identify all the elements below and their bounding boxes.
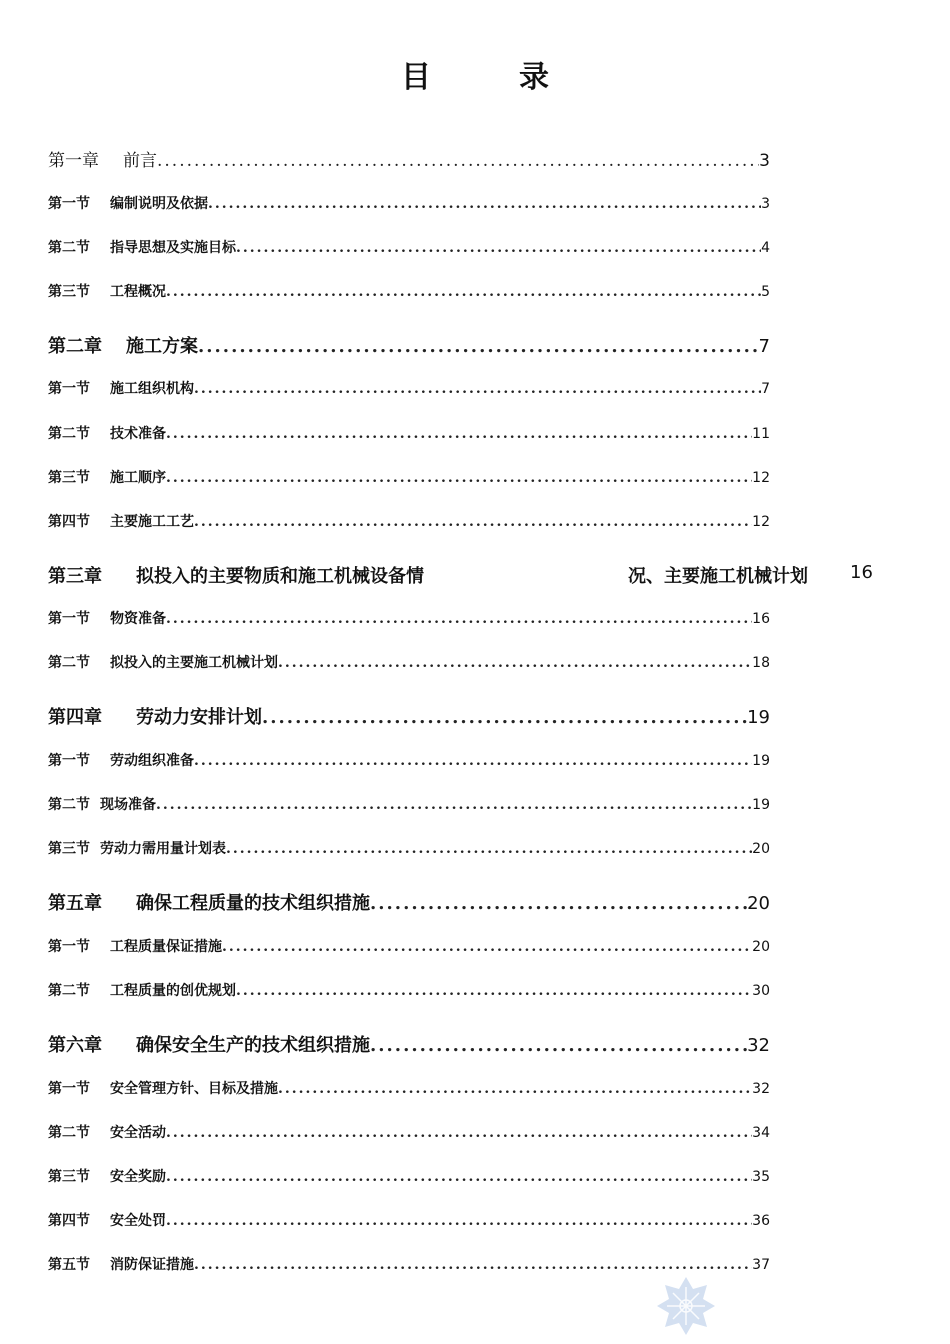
toc-page: 5 — [761, 284, 770, 300]
toc-page: 34 — [752, 1125, 770, 1141]
toc-label: 劳动力安排计划 — [136, 707, 262, 728]
toc-label: 劳动力需用量计划表 — [100, 841, 226, 857]
toc-number: 第五章 — [48, 893, 102, 914]
toc-number: 第二节 — [48, 1125, 90, 1141]
toc-number: 第三节 — [48, 841, 90, 857]
toc-leader — [262, 707, 747, 728]
toc-label: 安全奖励 — [110, 1169, 166, 1185]
toc-leader — [226, 841, 752, 857]
toc-label: 拟投入的主要施工机械计划 — [110, 655, 278, 671]
toc-number: 第一节 — [48, 196, 90, 212]
toc-section-5-2[interactable] — [48, 980, 770, 1000]
toc-leader — [236, 240, 761, 256]
toc-label: 现场准备 — [100, 797, 156, 813]
toc-section-6-2[interactable] — [48, 1122, 770, 1142]
toc-number: 第三节 — [48, 470, 90, 486]
toc-chapter-6[interactable] — [48, 1031, 770, 1057]
toc-page: 19 — [752, 797, 770, 813]
toc-chapter-4[interactable] — [48, 703, 770, 729]
toc-section-5-1[interactable] — [48, 936, 770, 956]
toc-leader — [166, 1213, 752, 1229]
toc-page: 11 — [752, 426, 770, 442]
toc-section-3-1[interactable] — [48, 608, 770, 628]
toc-section-6-1[interactable] — [48, 1078, 770, 1098]
toc-leader — [370, 1035, 747, 1056]
toc-label: 确保安全生产的技术组织措施 — [136, 1035, 370, 1056]
toc-page: 20 — [752, 939, 770, 955]
toc-section-6-3[interactable] — [48, 1166, 770, 1186]
toc-section-1-3[interactable] — [48, 281, 770, 301]
toc-leader — [156, 797, 752, 813]
toc-page: 12 — [752, 514, 770, 530]
toc-section-1-2[interactable] — [48, 237, 770, 257]
toc-leader — [198, 336, 759, 357]
toc-number: 第四节 — [48, 514, 90, 530]
toc-chapter-1[interactable] — [48, 146, 770, 171]
toc-label-continued: 况、主要施工机械计划 — [628, 566, 808, 587]
toc-page: 20 — [747, 893, 770, 914]
toc-number: 第一章 — [48, 151, 99, 171]
toc-page: 18 — [752, 655, 770, 671]
toc-label: 物资准备 — [110, 611, 166, 627]
toc-section-1-1[interactable] — [48, 193, 770, 213]
toc-leader — [194, 514, 752, 530]
toc-chapter-3-left — [48, 562, 424, 588]
toc-page: 20 — [752, 841, 770, 857]
toc-number: 第二节 — [48, 983, 90, 999]
toc-page: 35 — [752, 1169, 770, 1185]
toc-section-3-2[interactable] — [48, 652, 770, 672]
toc-page: 37 — [752, 1257, 770, 1273]
toc-leader — [166, 284, 761, 300]
toc-number: 第六章 — [48, 1035, 102, 1056]
toc-label: 确保工程质量的技术组织措施 — [136, 893, 370, 914]
page-title — [0, 52, 950, 96]
toc-label: 拟投入的主要物质和施工机械设备情 — [136, 566, 424, 587]
toc-page: 4 — [761, 240, 770, 256]
toc-label: 前言 — [123, 151, 157, 171]
toc-leader — [194, 1257, 752, 1273]
toc-number: 第二节 — [48, 426, 90, 442]
toc-label: 工程质量保证措施 — [110, 939, 222, 955]
toc-label: 主要施工工艺 — [110, 514, 194, 530]
toc-page: 16 — [752, 611, 770, 627]
toc-number: 第二节 — [48, 240, 90, 256]
toc-leader — [370, 893, 747, 914]
toc-section-6-5[interactable] — [48, 1254, 770, 1274]
toc-page: 30 — [752, 983, 770, 999]
toc-number: 第一节 — [48, 753, 90, 769]
toc-section-2-3[interactable] — [48, 467, 770, 487]
toc-section-6-4[interactable] — [48, 1210, 770, 1230]
toc-number: 第四章 — [48, 707, 102, 728]
toc-page: 32 — [747, 1035, 770, 1056]
toc-page: 36 — [752, 1213, 770, 1229]
toc-page: 7 — [761, 381, 770, 397]
toc-section-2-2[interactable] — [48, 423, 770, 443]
toc-leader — [222, 939, 752, 955]
toc-section-4-3[interactable] — [48, 838, 770, 858]
toc-number: 第一节 — [48, 939, 90, 955]
toc-leader — [278, 655, 752, 671]
toc-label: 安全活动 — [110, 1125, 166, 1141]
toc-page: 19 — [752, 753, 770, 769]
toc-leader — [157, 151, 759, 171]
toc-number: 第三节 — [48, 1169, 90, 1185]
toc-label: 消防保证措施 — [110, 1257, 194, 1273]
toc-leader — [194, 753, 752, 769]
toc-number: 第一节 — [48, 611, 90, 627]
toc-leader — [166, 1125, 752, 1141]
toc-page: 16 — [850, 562, 873, 583]
snowflake-watermark-icon — [655, 1275, 717, 1337]
toc-number: 第五节 — [48, 1257, 90, 1273]
toc-number: 第二章 — [48, 336, 102, 357]
toc-leader — [166, 470, 752, 486]
toc-page: 12 — [752, 470, 770, 486]
toc-chapter-5[interactable] — [48, 889, 770, 915]
toc-section-4-1[interactable] — [48, 750, 770, 770]
toc-leader — [166, 611, 752, 627]
toc-label: 施工顺序 — [110, 470, 166, 486]
toc-number: 第三章 — [48, 566, 102, 587]
toc-number: 第一节 — [48, 381, 90, 397]
toc-number: 第一节 — [48, 1081, 90, 1097]
toc-label: 施工方案 — [126, 336, 198, 357]
toc-page: 32 — [752, 1081, 770, 1097]
toc-leader — [236, 983, 752, 999]
toc-label: 施工组织机构 — [110, 381, 194, 397]
toc-label: 工程概况 — [110, 284, 166, 300]
toc-page: 3 — [761, 196, 770, 212]
toc-page: 3 — [759, 151, 770, 171]
toc-section-4-2[interactable] — [48, 794, 770, 814]
title-char-2: 录 — [519, 60, 549, 95]
toc-section-2-4[interactable] — [48, 511, 770, 531]
toc-chapter-2[interactable] — [48, 332, 770, 358]
toc-number: 第三节 — [48, 284, 90, 300]
toc-page: 19 — [747, 707, 770, 728]
toc-section-2-1[interactable] — [48, 378, 770, 398]
toc-leader — [166, 426, 752, 442]
toc-leader — [194, 381, 761, 397]
toc-label: 工程质量的创优规划 — [110, 983, 236, 999]
toc-label: 技术准备 — [110, 426, 166, 442]
toc-label: 安全处罚 — [110, 1213, 166, 1229]
toc-number: 第二节 — [48, 655, 90, 671]
toc-label: 安全管理方针、目标及措施 — [110, 1081, 278, 1097]
toc-label: 指导思想及实施目标 — [110, 240, 236, 256]
toc-page: 7 — [758, 336, 770, 357]
toc-leader — [278, 1081, 752, 1097]
toc-label: 编制说明及依据 — [110, 196, 208, 212]
toc-label: 劳动组织准备 — [110, 753, 194, 769]
title-char-1: 目 — [401, 60, 431, 95]
toc-leader — [166, 1169, 752, 1185]
toc-number: 第四节 — [48, 1213, 90, 1229]
toc-leader — [208, 196, 761, 212]
toc-number: 第二节 — [48, 797, 90, 813]
